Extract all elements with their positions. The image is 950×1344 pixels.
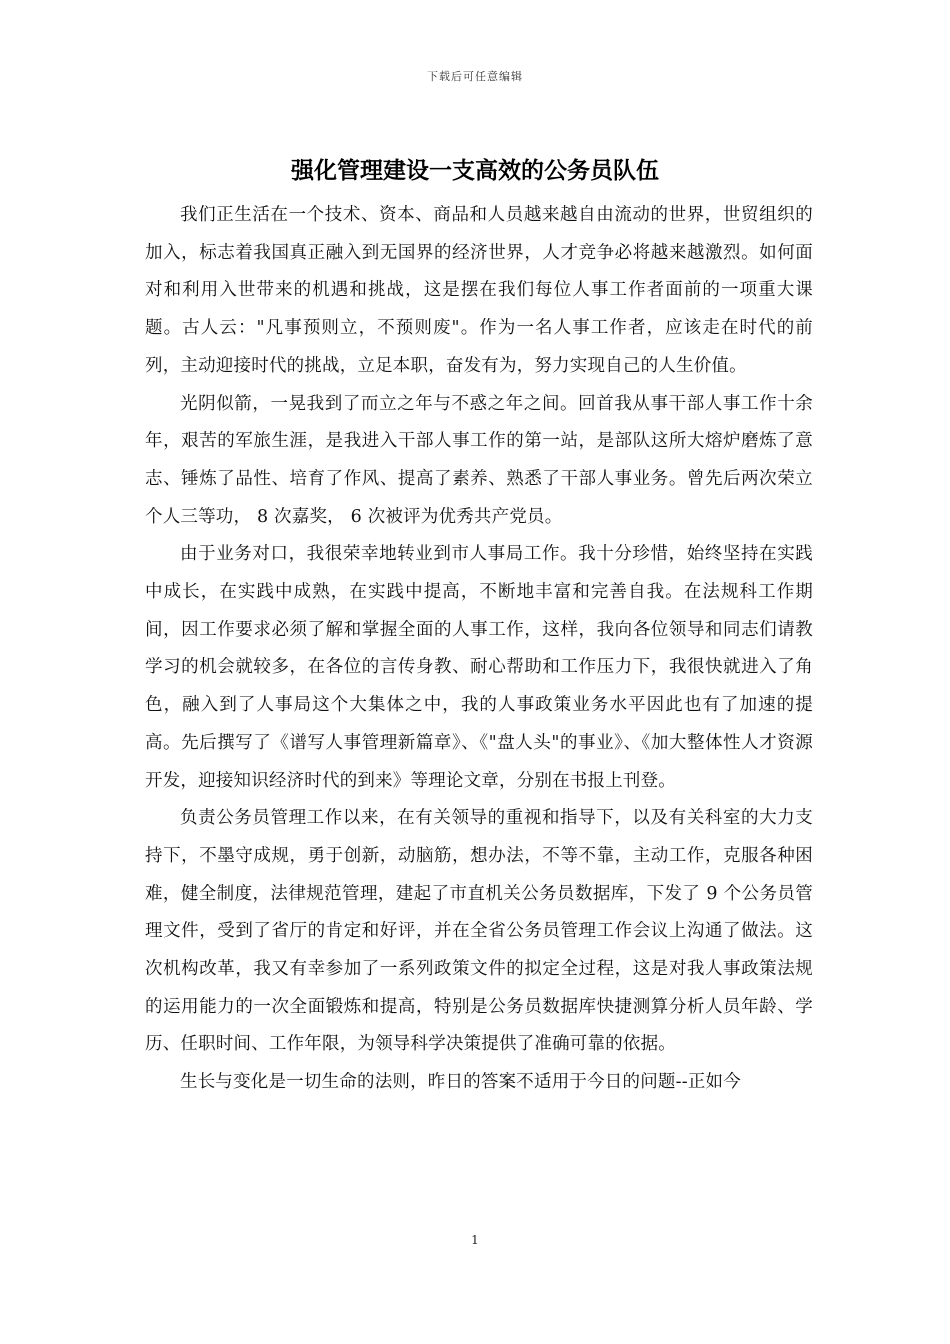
header-note: 下载后可任意编辑	[427, 70, 523, 83]
page-number: 1	[471, 1233, 479, 1247]
document-body	[145, 197, 813, 1102]
paragraph-4: 负责公务员管理工作以来，在有关领导的重视和指导下，以及有关科室的大力支持下，不墨守成规，勇于创新，动脑筋，想办法，不等不靠，主动工作，克服各种困难，健全制度，法律规范管理，建起了市直机关公务员数据库，下发了 9 个公务员管理文件，受到了省厅的肯定和好评，并在全省公务员管理工作会议上沟通了做法。这次机构改革，我又有幸参加了一系列政策文件的拟定全过程，这是对我人事政策法规的运用能力的一次全面锻炼和提高，特别是公务员数据库快捷测算分析人员年龄、学历、任职时间、工作年限，为领导科学决策提供了准确可靠的依据。	[145, 808, 813, 1055]
paragraph-3: 由于业务对口，我很荣幸地转业到市人事局工作。我十分珍惜，始终坚持在实践中成长，在实践中成熟，在实践中提高，不断地丰富和完善自我。在法规科工作期间，因工作要求必须了解和掌握全面的人事工作，这样，我向各位领导和同志们请教学习的机会就较多，在各位的言传身教、耐心帮助和工作压力下，我很快就进入了角色，融入到了人事局这个大集体之中，我的人事政策业务水平因此也有了加速的提高。先后撰写了《谱写人事管理新篇章》、《"盘人头"的事业》、《加大整体性人才资源开发，迎接知识经济时代的到来》等理论文章，分别在书报上刊登。	[145, 544, 813, 791]
paragraph-1: 我们正生活在一个技术、资本、商品和人员越来越自由流动的世界，世贸组织的加入，标志着我国真正融入到无国界的经济世界，人才竞争必将越来越激烈。如何面对和利用入世带来的机遇和挑战，这是摆在我们每位人事工作者面前的一项重大课题。古人云："凡事预则立，不预则废"。作为一名人事工作者，应该走在时代的前列，主动迎接时代的挑战，立足本职，奋发有为，努力实现自己的人生价值。	[145, 205, 813, 376]
paragraph-5: 生长与变化是一切生命的法则，昨日的答案不适用于今日的问题--正如今	[180, 1072, 741, 1093]
document-title: 强化管理建设一支高效的公务员队伍	[291, 158, 659, 184]
paragraph-2: 光阴似箭，一晃我到了而立之年与不惑之年之间。回首我从事干部人事工作十余年，艰苦的军旅生涯，是我进入干部人事工作的第一站，是部队这所大熔炉磨炼了意志、锤炼了品性、培育了作风、提高了素养、熟悉了干部人事业务。曾先后两次荣立个人三等功， 8 次嘉奖， 6 次被评为优秀共产党员。	[145, 393, 813, 527]
